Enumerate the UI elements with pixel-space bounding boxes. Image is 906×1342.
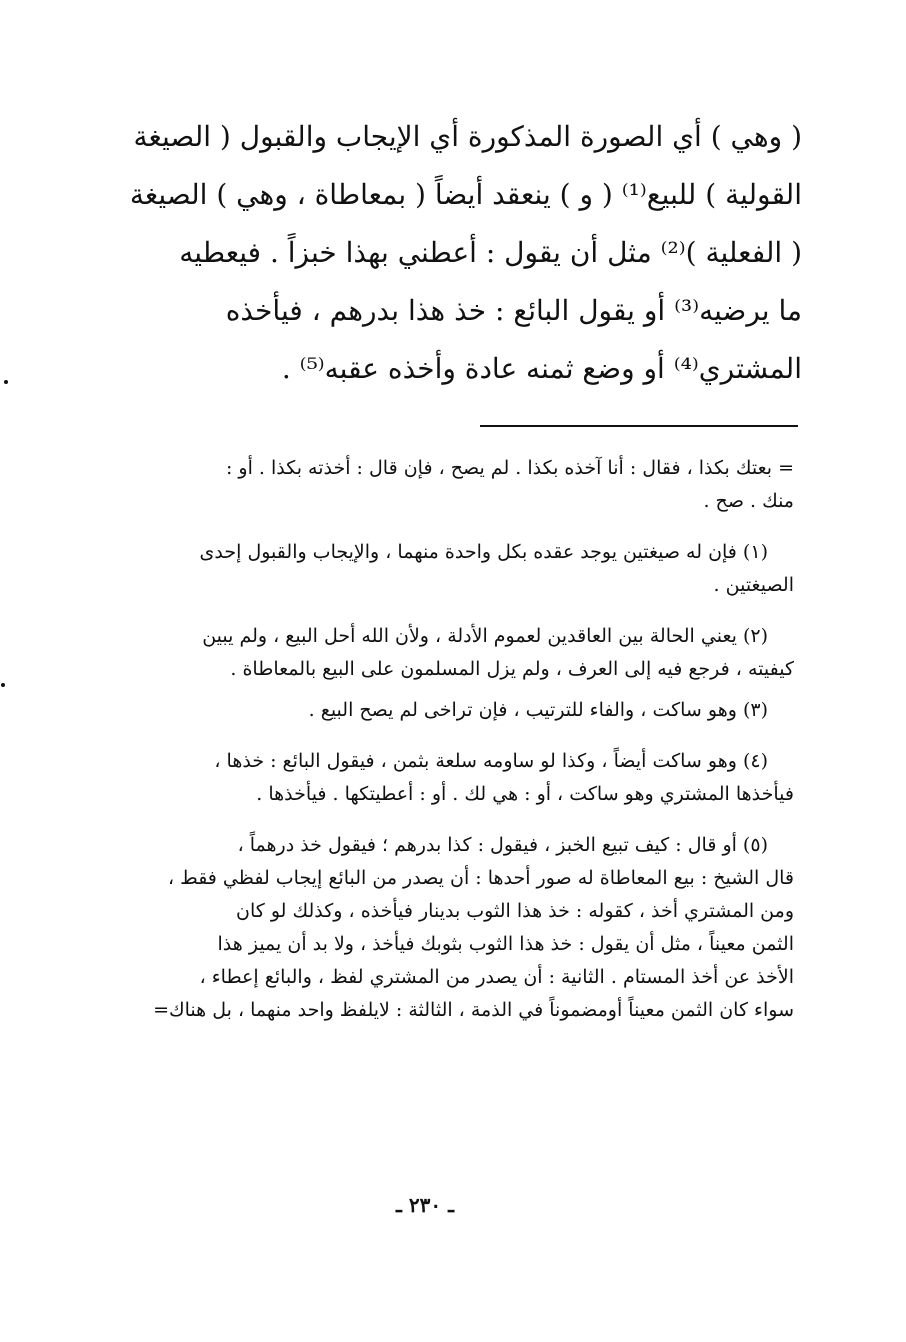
footnote-line: كيفيته ، فرجع فيه إلى العرف ، ولم يزل المسلمون على البيع بالمعاطاة . — [230, 658, 794, 680]
footnote-line: (٤) وهو ساكت أيضاً ، وكذا لو ساومه سلعة بثمن ، فيقول البائع : خذها ، — [214, 750, 768, 772]
footnote-line: منك . صح . — [703, 490, 794, 512]
footnote-line: (١) فإن له صيغتين يوجد عقده بكل واحدة منهما ، والإيجاب والقبول إحدى — [199, 541, 768, 563]
main-text-line: ( وهي ) أي الصورة المذكورة أي الإيجاب والقبول ( الصيغة — [133, 120, 802, 153]
main-text-block — [72, 108, 802, 398]
footnote-5 — [62, 829, 794, 1027]
scan-edge-mark — [4, 380, 8, 384]
footnote-line: الأخذ عن أخذ المستام . الثانية : أن يصدر من المشتري لفظ ، والبائع إعطاء ، — [199, 966, 794, 988]
footnote-2 — [62, 620, 794, 686]
footnote-line: سواء كان الثمن معيناً أومضموناً في الذمة ، الثالثة : لايلفظ واحد منهما ، بل هناك= — [153, 999, 794, 1021]
footnote-line: ومن المشتري أخذ ، كقوله : خذ هذا الثوب بدينار فيأخذه ، وكذلك لو كان — [236, 900, 794, 922]
footnote-line: (٢) يعني الحالة بين العاقدين لعموم الأدلة ، ولأن الله أحل البيع ، ولم يبين — [202, 625, 768, 647]
footnote-line: الصيغتين . — [713, 574, 794, 596]
page-number: ـ ٢٣٠ ـ — [396, 1193, 454, 1217]
footnote-3 — [62, 694, 794, 727]
footnote-1 — [62, 536, 794, 602]
main-text-line: المشتري⁽⁴⁾ أو وضع ثمنه عادة وأخذه عقبه⁽⁵⁾ . — [281, 352, 802, 385]
scan-edge-mark — [1, 683, 5, 687]
footnote-separator — [480, 425, 798, 427]
footnote-line: الثمن معيناً ، مثل أن يقول : خذ هذا الثوب بثوبك فيأخذ ، ولا بد أن يميز هذا — [217, 933, 794, 955]
footnotes-block — [62, 452, 794, 1045]
main-text-line: ( الفعلية )⁽²⁾ مثل أن يقول : أعطني بهذا خبزاً . فيعطيه — [179, 236, 802, 269]
footnote-continuation — [62, 452, 794, 518]
footnote-line: = بعتك بكذا ، فقال : أنا آخذه بكذا . لم يصح ، فإن قال : أخذته بكذا . أو : — [225, 457, 794, 479]
footnote-line: فيأخذها المشتري وهو ساكت ، أو : هي لك . أو : أعطيتكها . فيأخذها . — [256, 783, 794, 805]
footnote-line: (٥) أو قال : كيف تبيع الخبز ، فيقول : كذا بدرهم ؛ فيقول خذ درهماً ، — [237, 834, 768, 856]
footnote-4 — [62, 745, 794, 811]
main-text-line: ما يرضيه⁽³⁾ أو يقول البائع : خذ هذا بدرهم ، فيأخذه — [225, 294, 802, 327]
footnote-line: قال الشيخ : بيع المعاطاة له صور أحدها : أن يصدر من البائع إيجاب لفظي فقط ، — [167, 867, 794, 889]
main-text-line: القولية ) للبيع⁽¹⁾ ( و ) ينعقد أيضاً ( بمعاطاة ، وهي ) الصيغة — [129, 178, 802, 211]
footnote-line: (٣) وهو ساكت ، والفاء للترتيب ، فإن تراخى لم يصح البيع . — [308, 699, 768, 721]
